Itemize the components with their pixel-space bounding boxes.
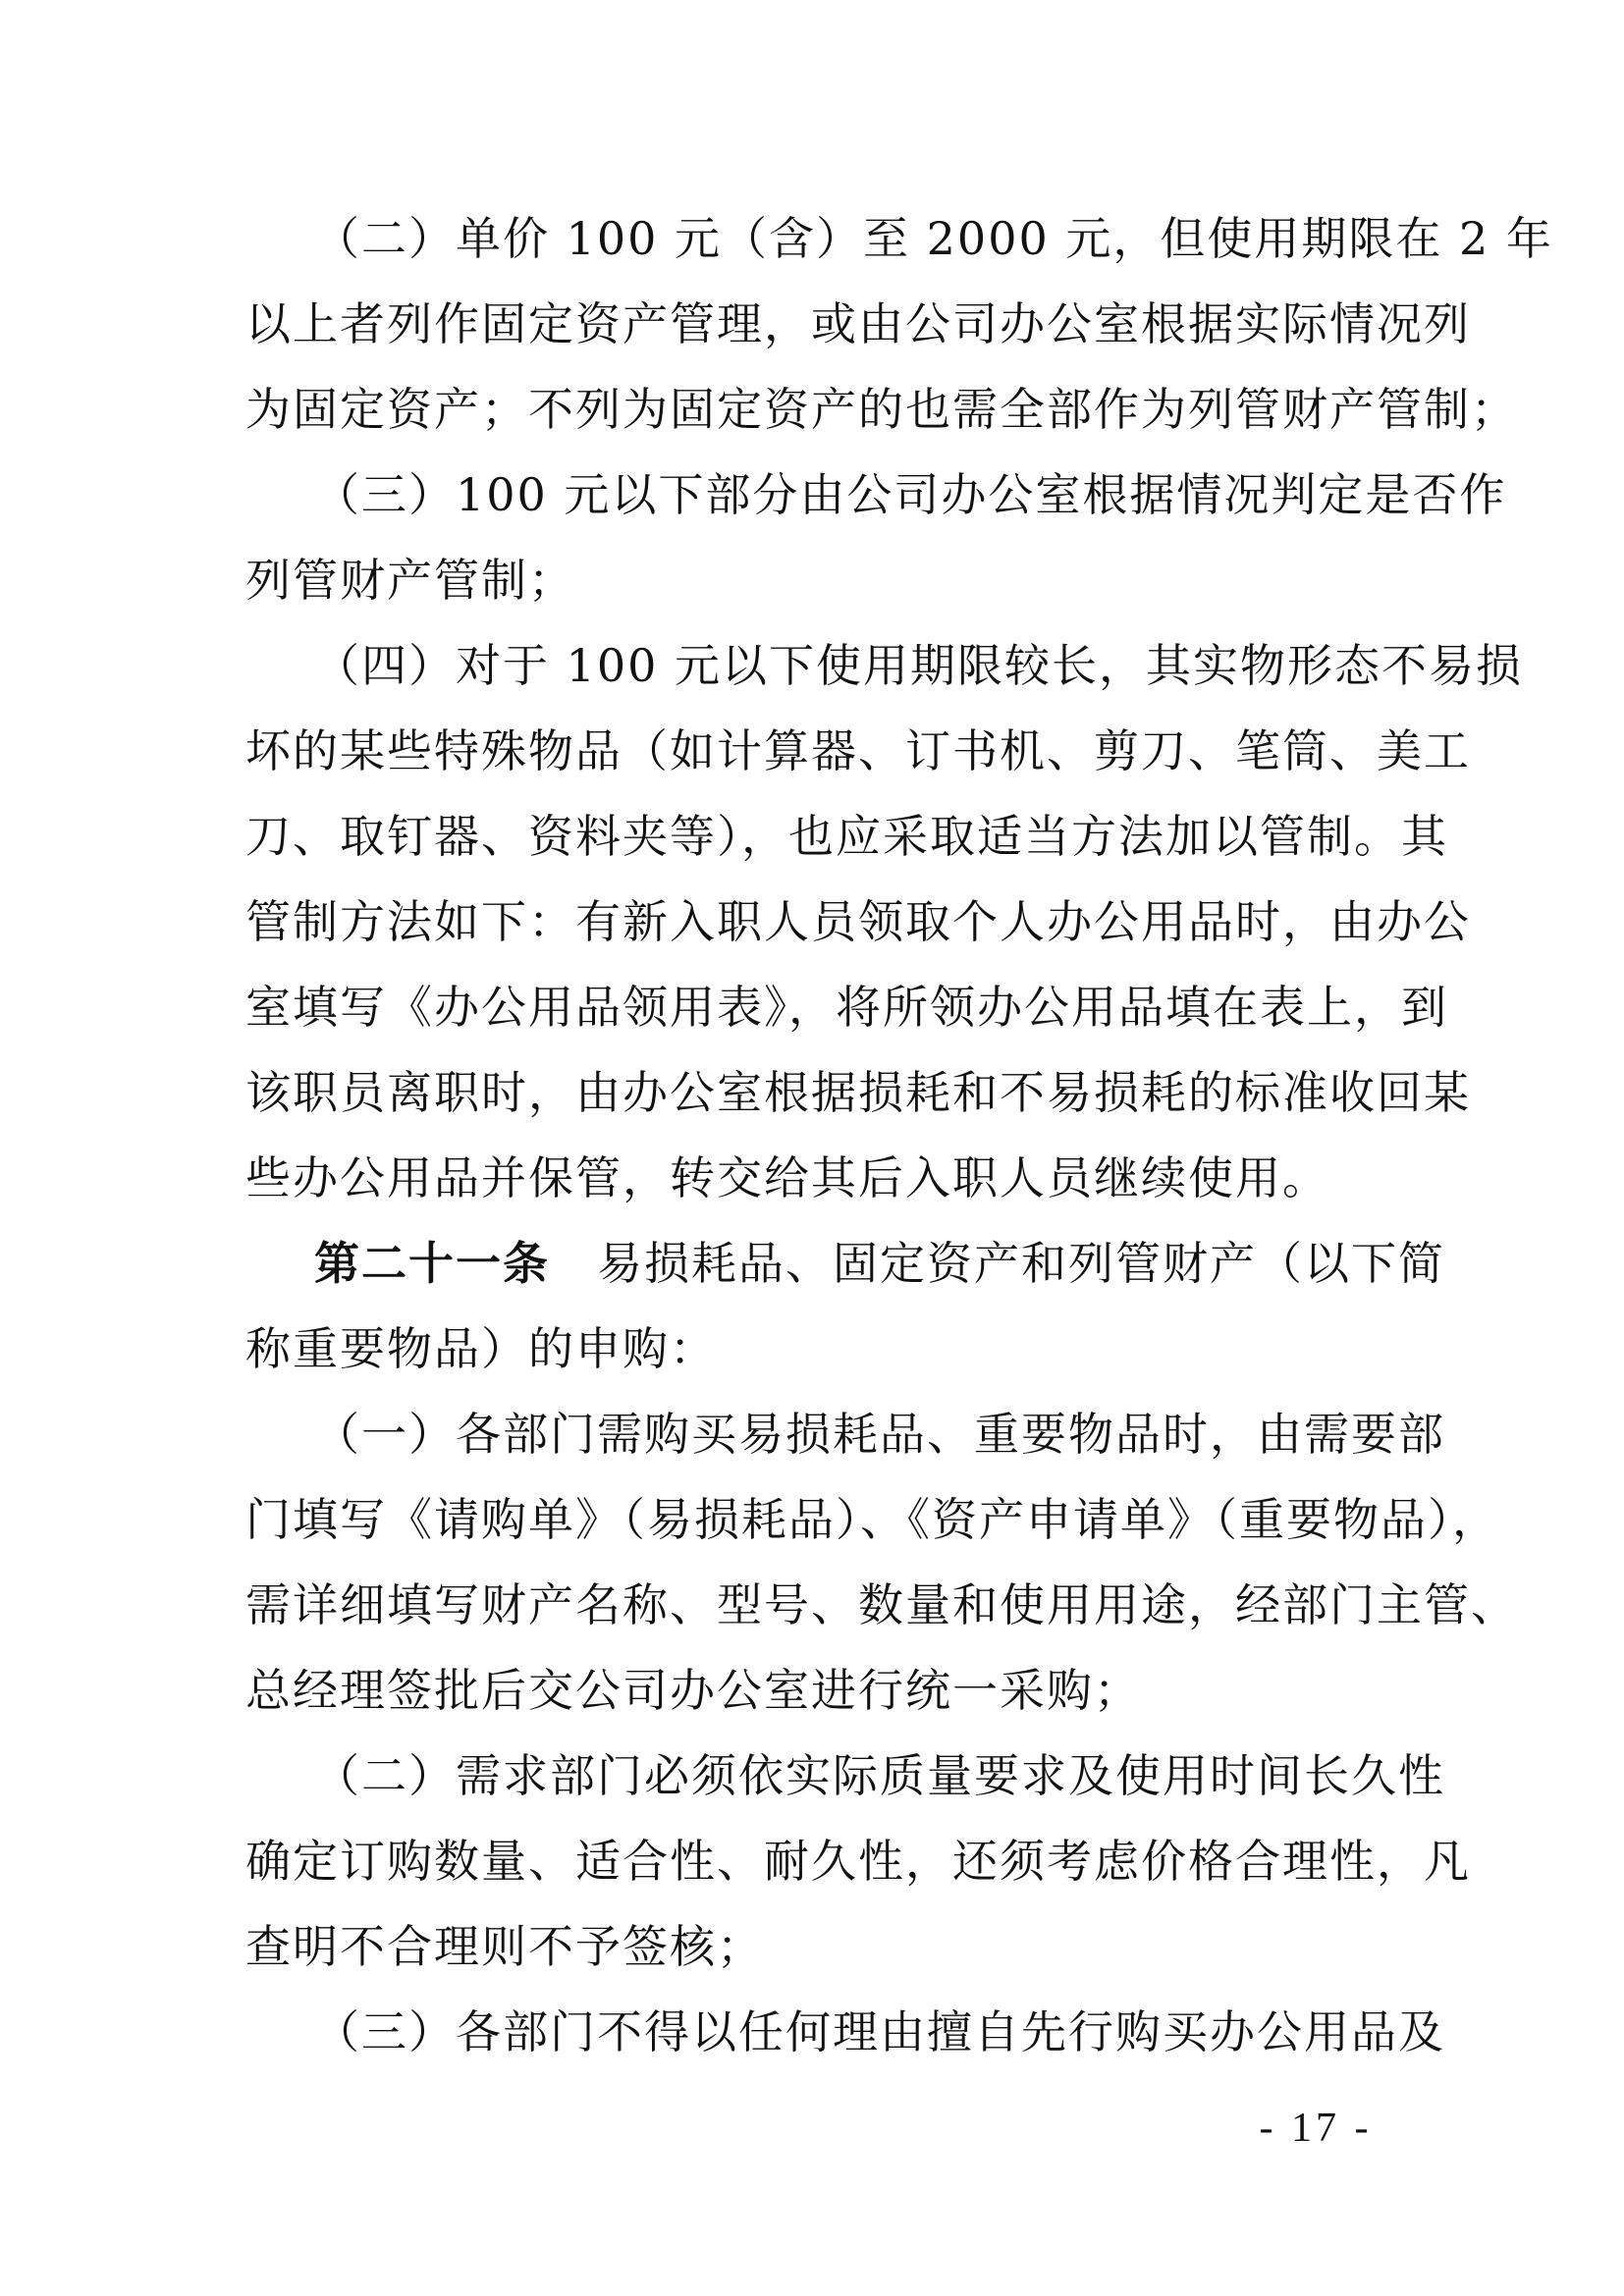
paragraph-line: 列管财产管制； xyxy=(245,554,575,607)
paragraph-line: 刀、取钉器、资料夹等），也应采取适当方法加以管制。其 xyxy=(245,810,1448,863)
paragraph-line: 以上者列作固定资产管理，或由公司办公室根据实际情况列 xyxy=(245,297,1471,350)
paragraph-line: 该职员离职时，由办公室根据损耗和不易损耗的标准收回某 xyxy=(245,1066,1471,1119)
article-heading: 第二十一条 xyxy=(314,1237,550,1290)
paragraph-line: （二）单价 100 元（含）至 2000 元，但使用期限在 2 年 xyxy=(314,212,1553,265)
paragraph-line: 管制方法如下：有新入职人员领取个人办公用品时，由办公 xyxy=(245,895,1471,948)
paragraph-line: 确定订购数量、适合性、耐久性，还须考虑价格合理性，凡 xyxy=(245,1835,1471,1888)
paragraph-line: （三）100 元以下部分由公司办公室根据情况判定是否作 xyxy=(314,468,1507,521)
article-text: 易损耗品、固定资产和列管财产（以下简 xyxy=(597,1237,1445,1290)
article-line xyxy=(314,1236,1445,1291)
page-number: - 17 - xyxy=(1259,2106,1373,2151)
paragraph-line: 些办公用品并保管，转交给其后入职人员继续使用。 xyxy=(245,1151,1329,1204)
paragraph-line: （一）各部门需购买易损耗品、重要物品时，由需要部 xyxy=(314,1408,1445,1461)
paragraph-line: 坏的某些特殊物品（如计算器、订书机、剪刀、笔筒、美工 xyxy=(245,724,1471,777)
paragraph-line: 需详细填写财产名称、型号、数量和使用用途，经部门主管、 xyxy=(245,1578,1518,1631)
paragraph-line: 称重要物品）的申购： xyxy=(245,1322,717,1375)
paragraph-line: 门填写《请购单》（易损耗品）、《资产申请单》（重要物品）， xyxy=(245,1493,1499,1546)
paragraph-line: 室填写《办公用品领用表》，将所领办公用品填在表上，到 xyxy=(245,981,1448,1034)
paragraph-line: 查明不合理则不予签核； xyxy=(245,1920,764,1973)
paragraph-line: 为固定资产；不列为固定资产的也需全部作为列管财产管制； xyxy=(245,383,1518,436)
paragraph-line: 总经理签批后交公司办公室进行统一采购； xyxy=(245,1664,1141,1717)
paragraph-line: （四）对于 100 元以下使用期限较长，其实物形态不易损 xyxy=(314,639,1524,692)
paragraph-line: （三）各部门不得以任何理由擅自先行购买办公用品及 xyxy=(314,2005,1445,2058)
paragraph-line: （二）需求部门必须依实际质量要求及使用时间长久性 xyxy=(314,1749,1445,1802)
